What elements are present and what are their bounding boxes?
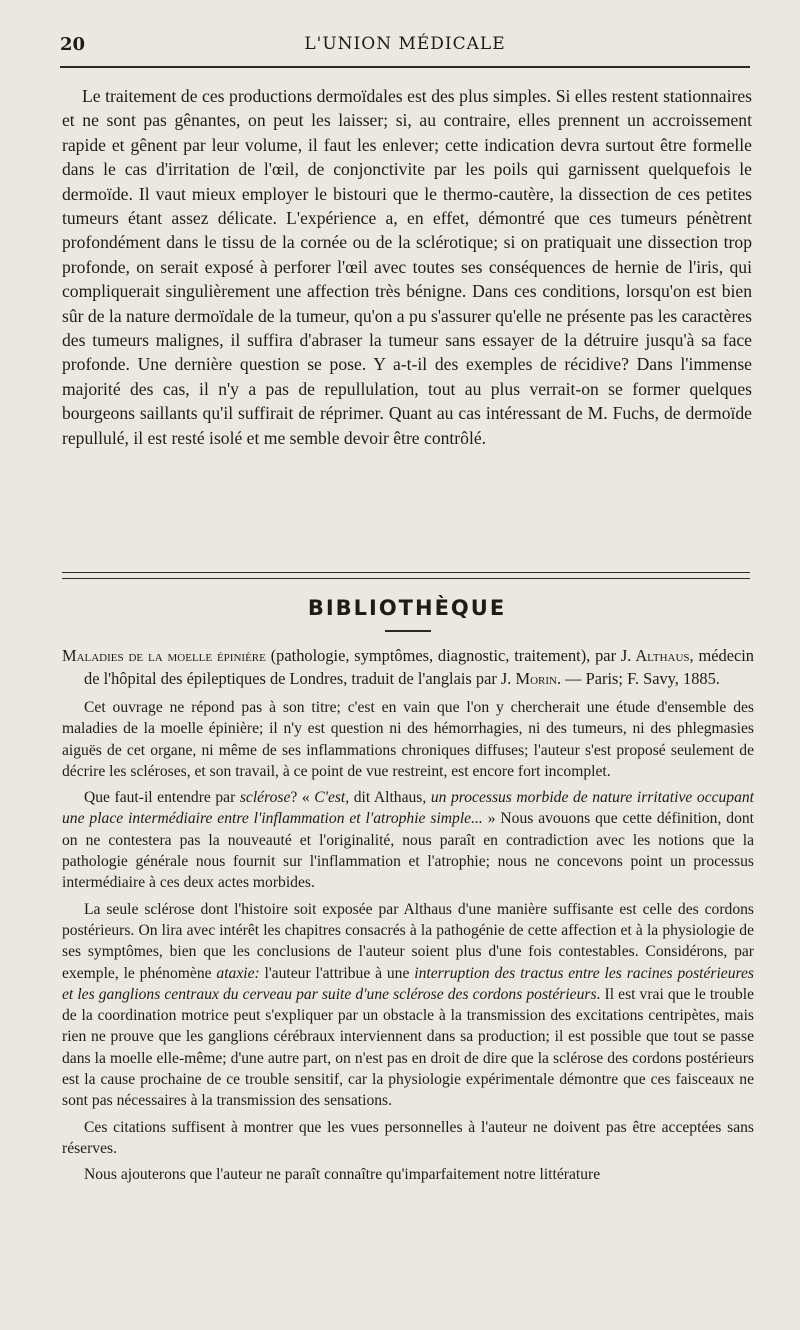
p3-quote: interruption des tractus entre les racines postérieures et les ganglions centraux du cerveau par suite d'une sclérose des cordons postérieurs [62,964,754,1003]
citation-subjects: (pathologie, symptômes, diagnostic, traitement), par [265,646,621,665]
page-number: 20 [60,34,86,55]
review-paragraph-1: Cet ouvrage ne répond pas à son titre; c'est en vain que l'on y chercherait une étude d'ensemble des maladies de la moelle épinière; il n'y est question ni des hémorrhagies, ni des tumeurs, ni des phlegmasies aiguës de cet organe, ni même de ses inflammations chroniques diffuses; l'auteur s'est proposé seulement de décrire les scléroses, et son travail, à ce point de vue restreint, est encore fort incomplet. [62,699,754,780]
p2-text-a: Que faut-il entendre par [84,789,240,807]
p2-text-c: ? « [290,789,315,807]
book-citation [62,645,754,690]
review-paragraph-5: Nous ajouterons que l'auteur ne paraît connaître qu'imparfaitement notre littérature [84,1166,601,1184]
section-title: BIBLIOTHÈQUE [307,596,507,620]
book-review [62,645,754,1191]
author-description: , médecin de l'hôpital des épileptiques de Londres, traduit de l'anglais par [84,646,755,688]
translator-name: J. Morin [500,668,557,688]
review-paragraph-4: Ces citations suffisent à montrer que les vues personnelles à l'auteur ne doivent pas être acceptées sans réserves. [62,1118,754,1157]
p3-text-a: La seule sclérose dont l'histoire soit exposée par Althaus d'une manière suffisante est celle des cordons postérieurs. On lira avec intérêt les chapitres consacrés à la pathogénie de cette affection et à la physiologie de ses symptômes, bien que les conclusions de l'auteur soient plus d'une fois contestables. Considérons, par exemple, le phénomène [62,900,754,982]
p2-definition-quote: un processus morbide de nature irritative occupant une place intermédiaire entre l'inflammation et l'atrophie simple... [62,789,755,828]
p3-term: ataxie: [216,964,260,982]
p2-term: sclérose [239,789,291,807]
page-header [60,34,750,60]
p3-text-e: . Il est vrai que le trouble de la coordination motrice peut s'expliquer par un obstacle à la transmission des excitations centripètes, mais rien ne prouve que les ganglions cérébraux interviennent dans sa production; il est possible que tout se passe dans la moelle elle-même; d'une autre part, on n'est pas en droit de dire que la sclérose des cordons postérieurs est la cause prochaine de ce trouble sensitif, car la physiologie expérimentale démontre que ces faisceaux ne sont pas nécessaires à la transmission des sensations. [62,985,754,1110]
section-title-underline [385,630,431,632]
section-divider [62,572,750,579]
publisher-info: . — Paris; F. Savy, 1885. [556,668,720,688]
p2-text-g: » Nous avouons que cette définition, dont on ne contestera pas la nouveauté et l'originalité, nous paraît en contradiction avec les notions que la pathologie générale nous fournit sur l'inflammation et l'atrophie; nous ne concevons point un processus intermédiaire à ces deux actes morbides. [62,810,754,892]
review-paragraph-3 [62,899,754,1112]
author-name: J. Althaus [620,646,690,665]
header-rule [60,66,750,68]
running-title: L'UNION MÉDICALE [304,34,506,54]
p2-text-e: , dit Althaus, [345,789,431,807]
p3-text-c: l'auteur l'attribue à une [259,964,415,982]
lead-paragraph: Le traitement de ces productions dermoïdales est des plus simples. Si elles restent stationnaires et ne sont pas gênantes, on peut les laisser; si, au contraire, elles prennent un accroissement rapide et gênent par leur volume, il faut les enlever; cette indication devra surtout être formelle dans le cas d'irritation de l'œil, de conjonctivite par les poils qui garnissent quelquefois le dermoïde. Il vaut mieux employer le bistouri que le thermo-cautère, la dissection de ces petites tumeurs étant assez délicate. L'expérience a, en effet, démontré que ces tumeurs pénètrent profondément dans le tissu de la cornée ou de la sclérotique; si on pratiquait une dissection trop profonde, on serait exposé à perforer l'œil avec toutes ses conséquences de hernie de l'iris, qui compliquerait singulièrement une affection très bénigne. Dans ces conditions, lorsqu'on est bien sûr de la nature dermoïdale de la tumeur, qu'on a pu s'assurer qu'elle ne présente pas les caractères des tumeurs malignes, il suffira d'abraser la tumeur sans essayer de la détruire jusqu'à sa face profonde. Une dernière question se pose. Y a-t-il des exemples de récidive? Dans l'immense majorité des cas, il n'y a pas de repullulation, tout au plus verrait-on se former quelques bourgeons saillants qu'il suffirait de réprimer. Quant au cas intéressant de M. Fuchs, de dermoïde repullulé, il est resté isolé et me semble devoir être contrôlé. [62,86,752,448]
p2-quote-start: C'est [314,789,346,807]
review-paragraph-2 [62,787,754,893]
lead-article-text [62,84,752,450]
book-title: Maladies de la moelle épinière [62,646,266,665]
